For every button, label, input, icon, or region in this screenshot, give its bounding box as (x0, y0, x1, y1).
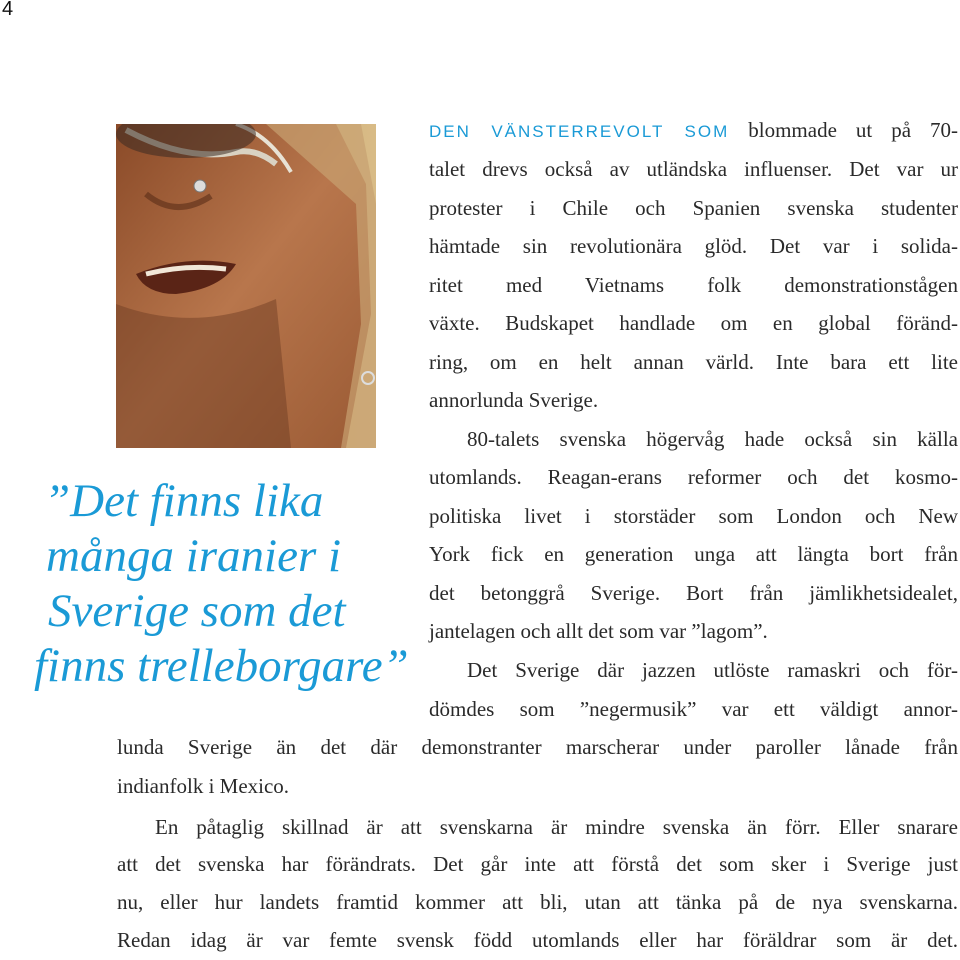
article-line: politiska livet i storstäder som London och New (429, 504, 958, 528)
page-number: 4 (2, 0, 14, 20)
article-line: protester i Chile och Spanien svenska studenter (429, 196, 958, 220)
lead-smallcaps: DEN VÄNSTERREVOLT SOM (429, 122, 730, 141)
article-line: nu, eller hur landets framtid kommer att bli, utan att tänka på de nya svenskarna. (117, 890, 958, 914)
article-line: hämtade sin revolutionära glöd. Det var i solida- (429, 234, 958, 258)
article-line: 80-talets svenska högervåg hade också sin källa (467, 427, 958, 451)
portrait-image (116, 124, 376, 448)
article-line: Det Sverige där jazzen utlöste ramaskri och för- (467, 658, 958, 682)
article-line: lunda Sverige än det där demonstranter marscherar under paroller lånade från (117, 735, 958, 759)
article-line: En påtaglig skillnad är att svenskarna är mindre svenska än förr. Eller snarare (155, 815, 958, 839)
article-line: växte. Budskapet handlade om en global föränd- (429, 311, 958, 335)
article-line: utomlands. Reagan-erans reformer och det kosmo- (429, 465, 958, 489)
pull-quote-line: många iranier i (46, 530, 342, 582)
pull-quote-line: ”Det finns lika (44, 475, 324, 527)
article-line: DEN VÄNSTERREVOLT SOM blommade ut på 70- (429, 118, 959, 142)
article-line: Redan idag är var femte svensk född utomlands eller har föräldrar som är det. (117, 928, 958, 952)
pull-quote (34, 474, 414, 694)
article-line: det betonggrå Sverige. Bort från jämlikhetsidealet, (429, 581, 958, 605)
article-line: talet drevs också av utländska influenser. Det var ur (429, 157, 958, 181)
article-line: ritet med Vietnams folk demonstrationstågen (429, 273, 958, 297)
article-line: ring, om en helt annan värld. Inte bara ett lite (429, 350, 958, 374)
pull-quote-line: Sverige som det (48, 585, 346, 637)
article-line: annorlunda Sverige. (429, 388, 599, 412)
article-line: jantelagen och allt det som var ”lagom”. (429, 619, 768, 643)
article-line: att det svenska har förändrats. Det går inte att förstå det som sker i Sverige just (117, 852, 958, 876)
article-line: York fick en generation unga att längta bort från (429, 542, 958, 566)
article-line: indianfolk i Mexico. (117, 774, 290, 798)
pull-quote-line: finns trelleborgare” (34, 640, 409, 692)
portrait-photo (116, 124, 376, 448)
article-line: dömdes som ”negermusik” var ett väldigt annor- (429, 697, 958, 721)
